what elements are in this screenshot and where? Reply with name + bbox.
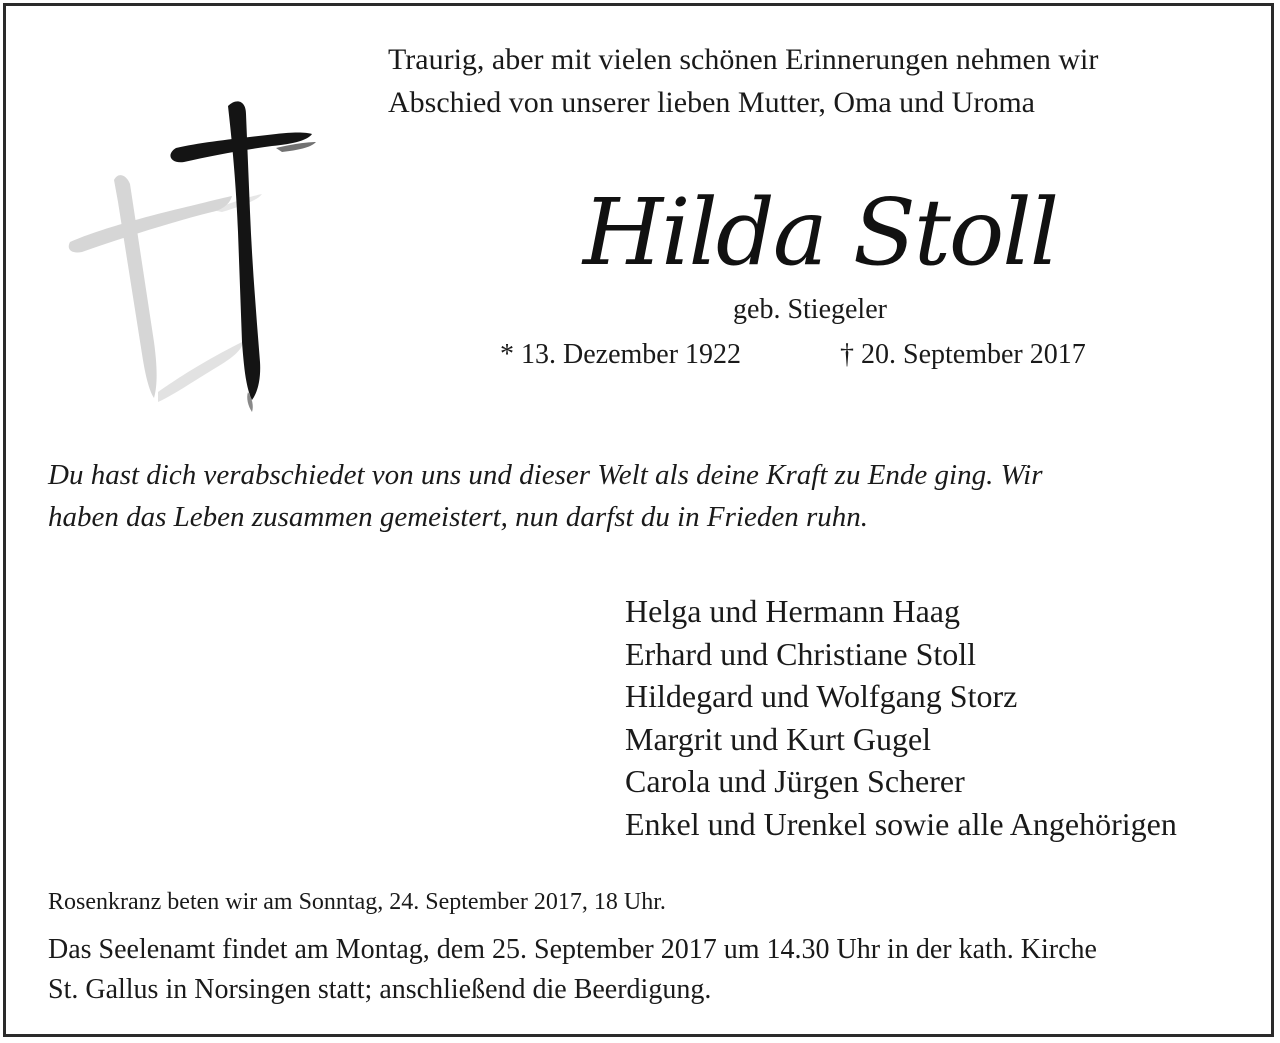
mourner-item: Carola und Jürgen Scherer (625, 763, 965, 799)
intro-line-2: Abschied von unserer lieben Mutter, Oma und Uroma (388, 86, 1035, 119)
intro-line-1: Traurig, aber mit vielen schönen Erinnerungen nehmen wir (388, 43, 1099, 76)
requiem-line-1: Das Seelenamt findet am Montag, dem 25. September 2017 um 14.30 Uhr in der kath. Kirche (48, 934, 1097, 965)
mourner-item: Hildegard und Wolfgang Storz (625, 678, 1018, 714)
mourner-item: Helga und Hermann Haag (625, 593, 960, 629)
quote-line-2: haben das Leben zusammen gemeistert, nun darfst du in Frieden ruhn. (48, 501, 868, 533)
requiem-line-2: St. Gallus in Norsingen statt; anschließend die Beerdigung. (48, 974, 712, 1005)
mourner-item: Erhard und Christiane Stoll (625, 635, 977, 672)
rosary-notice: Rosenkranz beten wir am Sonntag, 24. September 2017, 18 Uhr. (48, 889, 666, 915)
mourner-item: Margrit und Kurt Gugel (625, 720, 932, 757)
deceased-name: Hilda Stoll (582, 179, 1058, 286)
quote-line-1: Du hast dich verabschiedet von uns und dieser Welt als deine Kraft zu Ende ging. Wir (48, 459, 1043, 491)
farewell-quote (48, 454, 1238, 538)
front-cross-icon (170, 101, 316, 412)
cross-icon (62, 92, 322, 412)
intro-text (388, 38, 1248, 124)
shadow-cross-icon (69, 175, 262, 402)
birth-date: * 13. Dezember 1922 (500, 339, 742, 370)
death-date: † 20. September 2017 (840, 339, 1086, 370)
requiem-notice (48, 930, 1248, 1010)
birth-name: geb. Stiegeler (733, 294, 887, 325)
mourners-list (625, 590, 1265, 845)
mourner-item: Enkel und Urenkel sowie alle Angehörigen (625, 805, 1177, 842)
